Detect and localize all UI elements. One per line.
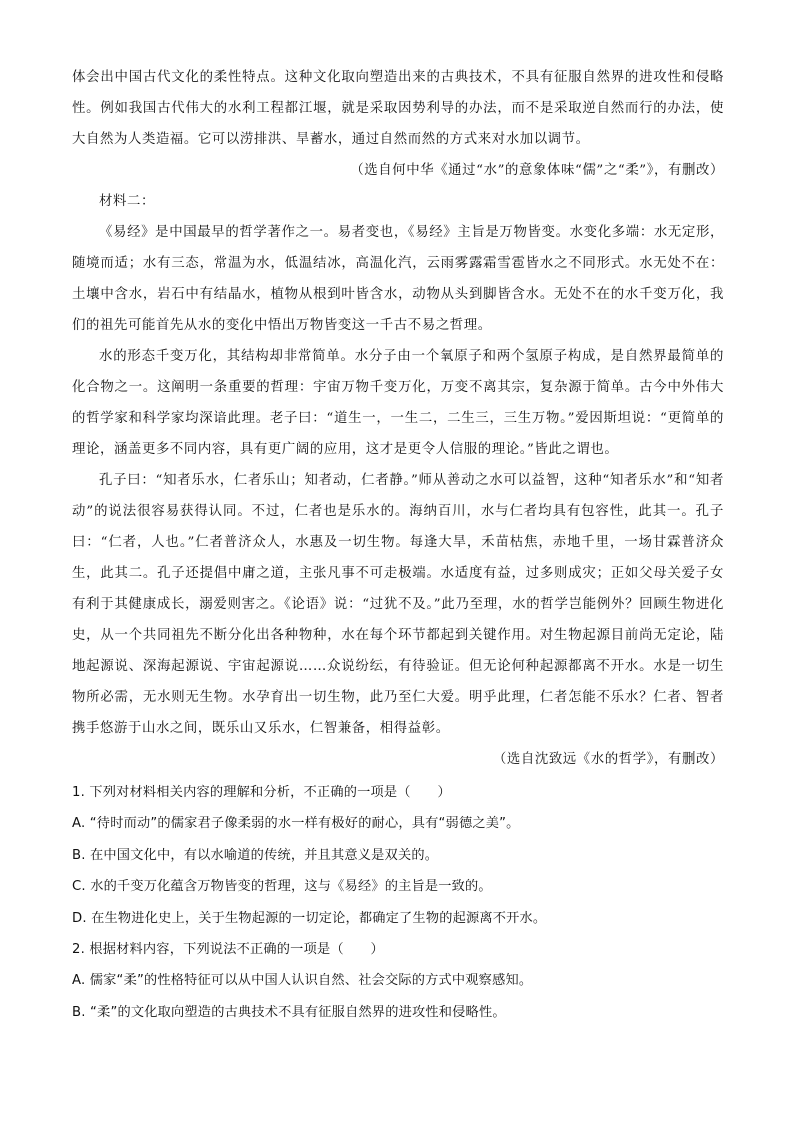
document-page <box>72 62 724 1028</box>
passage-paragraph: 《易经》是中国最早的哲学著作之一。易者变也，《易经》主旨是万物皆变。水变化多端：水无定形，随境而适；水有三态，常温为水，低温结冰，高温化汽，云雨雾露霜雪雹皆水之不同形式。水无处不在：土壤中含水，岩石中有结晶水，植物从根到叶皆含水，动物从头到脚皆含水。无处不在的水千变万化，我们的祖先可能首先从水的变化中悟出万物皆变这一千古不易之哲理。 <box>72 225 724 333</box>
question-stem: 1. 下列对材料相关内容的理解和分析，不正确的一项是（ ） <box>72 785 451 800</box>
source-citation: （选自何中华《通过“水”的意象体味“儒”之“柔”》，有删改） <box>350 163 724 178</box>
question-option-b: B. 在中国文化中，有以水喻道的传统，并且其意义是双关的。 <box>72 847 439 863</box>
passage-paragraph: 体会出中国古代文化的柔性特点。这种文化取向塑造出来的古典技术，不具有征服自然界的进攻性和侵略性。例如我国古代伟大的水利工程都江堰，就是采取因势利导的办法，而不是采取逆自然而行的办法，使大自然为人类造福。它可以涝排洪、旱蓄水，通过自然而然的方式来对水加以调节。 <box>72 70 724 147</box>
question-option-c: C. 水的千变万化蕴含万物皆变的哲理，这与《易经》的主旨是一致的。 <box>72 879 492 895</box>
question-stem: 2. 根据材料内容，下列说法不正确的一项是（ ） <box>72 942 384 958</box>
source-citation: （选自沈致远《水的哲学》，有删改） <box>492 752 724 767</box>
question-option-a: A. 儒家“柔”的性格特征可以从中国人认识自然、社会交际的方式中观察感知。 <box>72 973 533 989</box>
question-option-d: D. 在生物进化史上，关于生物起源的一切定论，都确定了生物的起源离不开水。 <box>72 910 547 926</box>
question-option-a: A. “待时而动”的儒家君子像柔弱的水一样有极好的耐心，具有“弱德之美”。 <box>72 816 520 832</box>
passage-paragraph: 孔子曰：“知者乐水，仁者乐山；知者动，仁者静。”师从善动之水可以益智，这种“知者乐水”和“知者动”的说法很容易获得认同。不过，仁者也是乐水的。海纳百川，水与仁者均具有包容性，此其一。孔子曰：“仁者，人也。”仁者普济众人，水惠及一切生物。每逢大旱，禾苗枯焦，赤地千里，一场甘霖普济众生，此其二。孔子还提倡中庸之道，主张凡事不可走极端。水适度有益，过多则成灾；正如父母关爱子女有利于其健康成长，溺爱则害之。《论语》说：“过犹不及。”此乃至理，水的哲学岂能例外？回顾生物进化史，从一个共同祖先不断分化出各种物种，水在每个环节都起到关键作用。对生物起源目前尚无定论，陆地起源说、深海起源说、宇宙起源说……众说纷纭，有待验证。但无论何种起源都离不开水。水是一切生物所必需，无水则无生物。水孕育出一切生物，此乃至仁大爱。明乎此理，仁者怎能不乐水？仁者、智者携手悠游于山水之间，既乐山又乐水，仁智兼备，相得益彰。 <box>72 473 724 736</box>
material-label: 材料二： <box>99 194 155 209</box>
question-option-b: B. “柔”的文化取向塑造的古典技术不具有征服自然界的进攻性和侵略性。 <box>72 1004 506 1020</box>
passage-paragraph: 水的形态千变万化，其结构却非常简单。水分子由一个氧原子和两个氢原子构成，是自然界最简单的化合物之一。这阐明一条重要的哲理：宇宙万物千变万化，万变不离其宗，复杂源于简单。古今中外伟大的哲学家和科学家均深谙此理。老子曰：“道生一，一生二，二生三，三生万物。”爱因斯坦说：“更简单的理论，涵盖更多不同内容，具有更广阔的应用，这才是更令人信服的理论。”皆此之谓也。 <box>72 349 724 457</box>
question-section <box>72 777 724 1028</box>
